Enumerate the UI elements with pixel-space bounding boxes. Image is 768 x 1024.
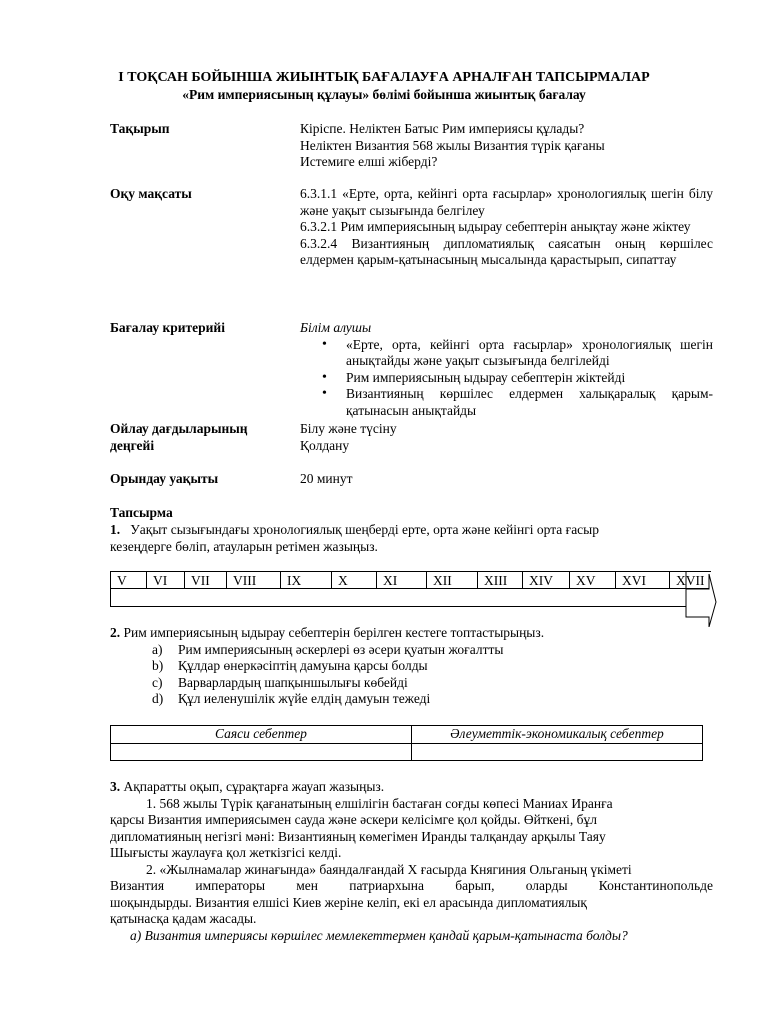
timeline bbox=[110, 571, 716, 607]
skill-item: Білу және түсіну bbox=[300, 421, 397, 436]
option-text: Рим империясының әскерлері өз әсери қуатын жоғалтты bbox=[178, 641, 504, 657]
task1-number: 1. bbox=[110, 522, 121, 537]
option-marker: a) bbox=[152, 641, 163, 657]
task3-paragraph-1 bbox=[110, 796, 713, 862]
task1-text bbox=[110, 522, 713, 555]
task2-option bbox=[130, 642, 713, 659]
task2-number: 2. bbox=[110, 625, 121, 640]
document-subtitle: «Рим империясының құлауы» бөлімі бойынша жиынтық бағалау bbox=[182, 87, 586, 102]
table-answer-row bbox=[111, 743, 703, 760]
century-cell: VI bbox=[147, 572, 185, 589]
skills-label: Ойлау дағдыларының деңгейі bbox=[110, 421, 248, 453]
century-cell: XVII bbox=[670, 572, 711, 589]
task1-line: кезеңдерге бөліп, атауларын ретімен жазыңыз. bbox=[110, 538, 378, 554]
goal-item: 6.3.2.4 Византияның дипломатиялық саясатын оның көршілес елдермен қарым-қатынасының мысалында қарастырып, сипаттау bbox=[300, 235, 713, 267]
century-cell: XI bbox=[377, 572, 427, 589]
paragraph-line: 2. «Жылнамалар жинағында» баяндалғандай Х ғасырда Княгиния Ольганың үкіметі bbox=[146, 861, 632, 877]
political-causes-header: Саяси себептер bbox=[111, 726, 412, 744]
task3-block bbox=[110, 779, 713, 944]
task3-question: Ақпаратты оқып, сұрақтарға жауап жазыңыз. bbox=[123, 779, 385, 794]
table-header-row bbox=[111, 726, 703, 744]
skills-value bbox=[300, 421, 713, 454]
option-text: Құлдар өнеркәсіптің дамуына қарсы болды bbox=[178, 658, 428, 673]
century-cell: X bbox=[332, 572, 377, 589]
political-causes-cell[interactable] bbox=[111, 743, 412, 760]
task3-number: 3. bbox=[110, 779, 121, 794]
option-marker: b) bbox=[152, 658, 164, 673]
task3-paragraph-2 bbox=[110, 862, 713, 928]
goals-label: Оқу мақсаты bbox=[110, 186, 192, 201]
tasks-heading: Тапсырма bbox=[110, 505, 173, 520]
timeline-arrow-icon bbox=[683, 571, 717, 627]
task2-option bbox=[130, 658, 713, 675]
century-cell: XVI bbox=[616, 572, 670, 589]
paragraph-line: қарсы Византия империясымен сауда және әскери келісімге қол қойды. Өйткені, бұл bbox=[110, 812, 597, 827]
task2-option bbox=[130, 691, 713, 708]
option-marker: d) bbox=[152, 691, 164, 706]
task3-question-a: a) Византия империясы көршілес мемлекеттермен қандай қарым-қатынаста болды? bbox=[130, 927, 628, 943]
option-text: Варварлардың шапқыншылығы көбейді bbox=[178, 674, 408, 690]
timeline-answer-row bbox=[110, 589, 686, 607]
century-cell: XIII bbox=[478, 572, 523, 589]
task2-question: Рим империясының ыдырау себептерін берілген кестеге топтастырыңыз. bbox=[123, 625, 545, 640]
century-cell: XIV bbox=[523, 572, 570, 589]
criteria-item: • «Ерте, орта, кейінгі орта ғасырлар» хронологиялық шегін анықтайды және уақыт сызығында белгілейді bbox=[346, 337, 713, 370]
goal-item: 6.3.1.1 «Ерте, орта, кейінгі орта ғасырлар» хронологиялық шегін білу және уақыт сызығында белгілеу bbox=[300, 186, 713, 218]
socioeconomic-causes-header: Әлеуметтік-экономикалық себептер bbox=[412, 726, 703, 744]
topic-label: Тақырып bbox=[110, 121, 170, 136]
task1-line: Уақыт сызығындағы хронологиялық шеңберді ерте, орта және кейінгі орта ғасыр bbox=[130, 522, 599, 537]
time-value: 20 минут bbox=[300, 471, 353, 486]
task2-text bbox=[110, 625, 713, 708]
skill-item: Қолдану bbox=[300, 437, 350, 453]
goals-value bbox=[300, 186, 713, 269]
paragraph-line: Шығысты жаулауға қол жеткізгісі келді. bbox=[110, 845, 342, 860]
task2-options bbox=[130, 642, 713, 708]
century-cell: V bbox=[111, 572, 147, 589]
goal-item: 6.3.2.1 Рим империясының ыдырау себептерін анықтау және жіктеу bbox=[300, 219, 691, 234]
paragraph-line: қатынасқа қадам жасады. bbox=[110, 911, 257, 926]
paragraph-line: Византия императоры мен патриархына барып, оларды Константинопольде bbox=[110, 878, 713, 893]
document-title: І ТОҚСАН БОЙЫНША ЖИЫНТЫҚ БАҒАЛАУҒА АРНАЛҒАН ТАПСЫРМАЛАР bbox=[118, 70, 650, 85]
socioeconomic-causes-cell[interactable] bbox=[412, 743, 703, 760]
century-cell: IX bbox=[281, 572, 332, 589]
paragraph-line: шоқындырды. Византия елшісі Киев жеріне келіп, екі ел арасында дипломатиялық bbox=[110, 894, 587, 910]
paragraph-line: дипломатияның негізгі мәні: Византияның көмегімен Иранды талқандау арқылы Таяу bbox=[110, 828, 606, 844]
topic-line: Неліктен Византия 568 жылы Византия түрік қағаны bbox=[300, 137, 605, 153]
option-text: Құл иеленушілік жүйе елдің дамуын тежеді bbox=[178, 691, 431, 706]
century-cell: VIII bbox=[227, 572, 281, 589]
criteria-list bbox=[300, 337, 713, 420]
timeline-centuries bbox=[110, 571, 711, 590]
topic-line: Истемиге елші жіберді? bbox=[300, 154, 438, 169]
time-label: Орындау уақыты bbox=[110, 471, 219, 486]
task2-option bbox=[130, 675, 713, 692]
topic-value bbox=[300, 121, 713, 171]
causes-table bbox=[110, 725, 703, 761]
criteria-label: Бағалау критерийі bbox=[110, 320, 225, 335]
century-cell: XV bbox=[570, 572, 616, 589]
criteria-item: • Рим империясының ыдырау себептерін жіктейді bbox=[346, 370, 713, 387]
century-cell: XII bbox=[427, 572, 478, 589]
century-cell: VII bbox=[185, 572, 227, 589]
criteria-item: • Византияның көршілес елдермен халықаралық қарым-қатынасын анықтайды bbox=[346, 386, 713, 419]
paragraph-line: 1. 568 жылы Түрік қағанатының елшілігін бастаған соғды көпесі Маниах Иранға bbox=[146, 795, 613, 811]
option-marker: c) bbox=[152, 674, 163, 690]
criteria-intro: Білім алушы bbox=[300, 320, 372, 335]
topic-line: Кіріспе. Неліктен Батыс Рим империясы құлады? bbox=[300, 121, 585, 136]
criteria-value bbox=[300, 320, 713, 419]
